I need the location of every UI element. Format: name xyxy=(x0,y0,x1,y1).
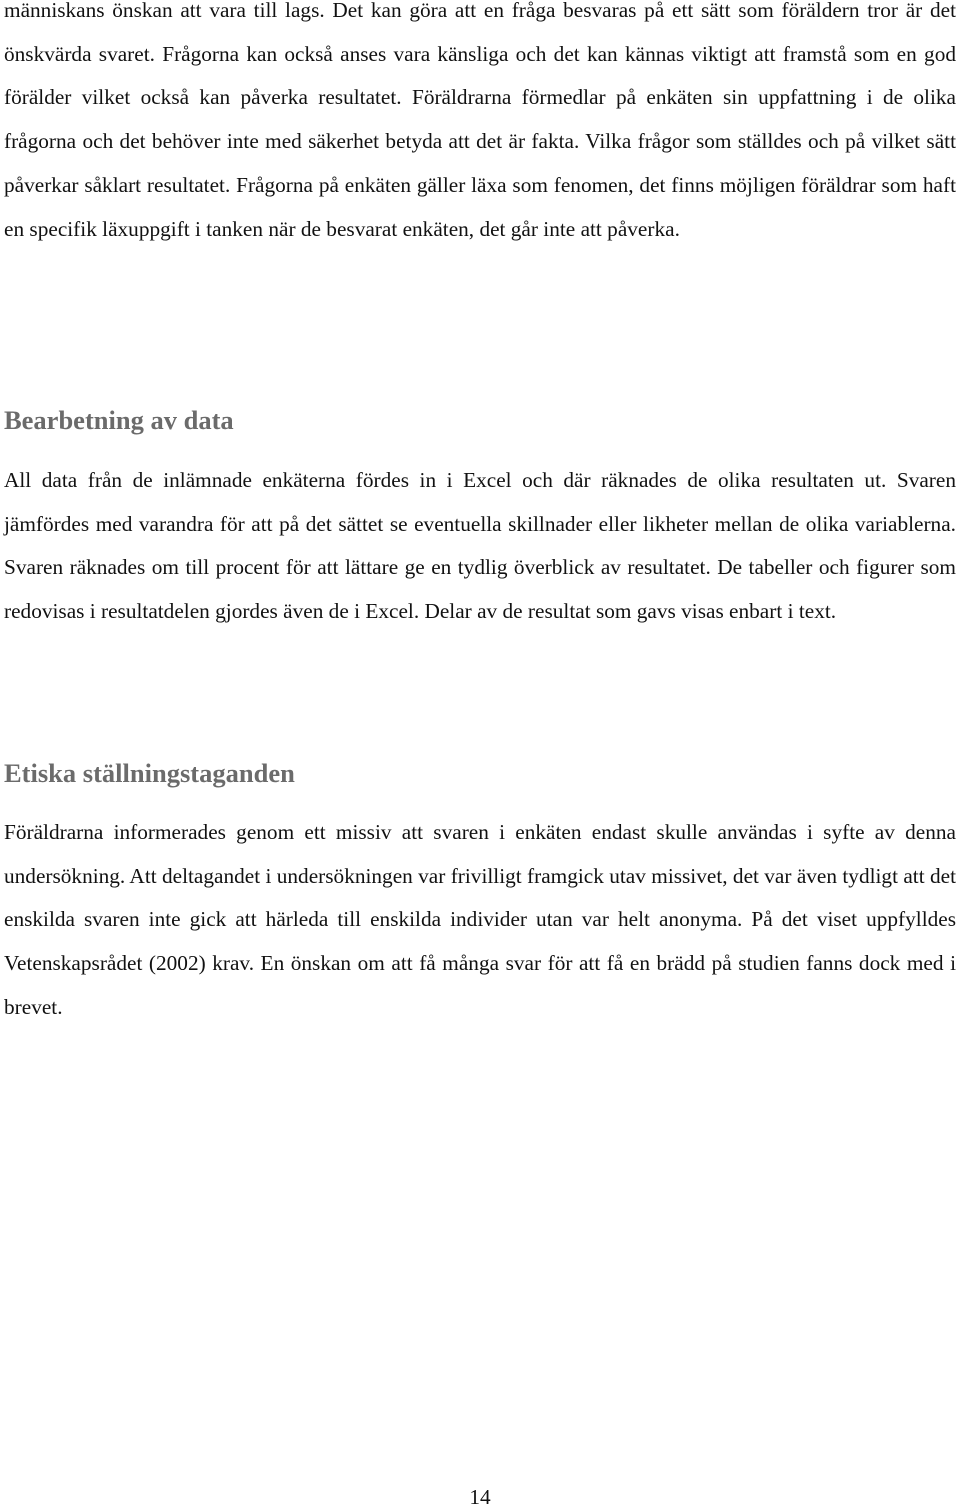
section-heading-etiska: Etiska ställningstaganden xyxy=(4,758,295,788)
section-paragraph-bearbetning: All data från de inlämnade enkäterna fördes in i Excel och där räknades de olika resultaten ut. Svaren jämfördes med varandra för att på det sättet se eventuella skillnader eller likheter mellan de olika variablerna. Svaren räknades om till procent för att lättare ge en tydlig överblick av resultatet. De tabeller och figurer som redovisas i resultatdelen gjordes även de i Excel. Delar av de resultat som gavs visas enbart i text. xyxy=(4,468,956,624)
section-paragraph-etiska: Föräldrarna informerades genom ett missiv att svaren i enkäten endast skulle användas i syfte av denna undersökning. Att deltagandet i undersökningen var frivilligt framgick utav missivet, det var även tydligt att det enskilda svaren inte gick att härleda till enskilda individer utan var helt anonyma. På det viset uppfylldes Vetenskapsrådet (2002) krav. En önskan om att få många svar för att få en brädd på studien fanns dock med i brevet. xyxy=(4,820,956,1019)
page-number: 14 xyxy=(469,1485,491,1509)
section-heading-bearbetning: Bearbetning av data xyxy=(4,405,234,435)
intro-paragraph: människans önskan att vara till lags. Det kan göra att en fråga besvaras på ett sätt som föräldern tror är det önskvärda svaret. Frågorna kan också anses vara känsliga och det kan kännas viktigt att framstå som en god förälder vilket också kan påverka resultatet. Föräldrarna förmedlar på enkäten sin uppfattning i de olika frågorna och det behöver inte med säkerhet betyda att det är fakta. Vilka frågor som ställdes och på vilket sätt påverkar såklart resultatet. Frågorna på enkäten gäller läxa som fenomen, det finns möjligen föräldrar som haft en specifik läxuppgift i tanken när de besvarat enkäten, det går inte att påverka. xyxy=(4,0,956,241)
